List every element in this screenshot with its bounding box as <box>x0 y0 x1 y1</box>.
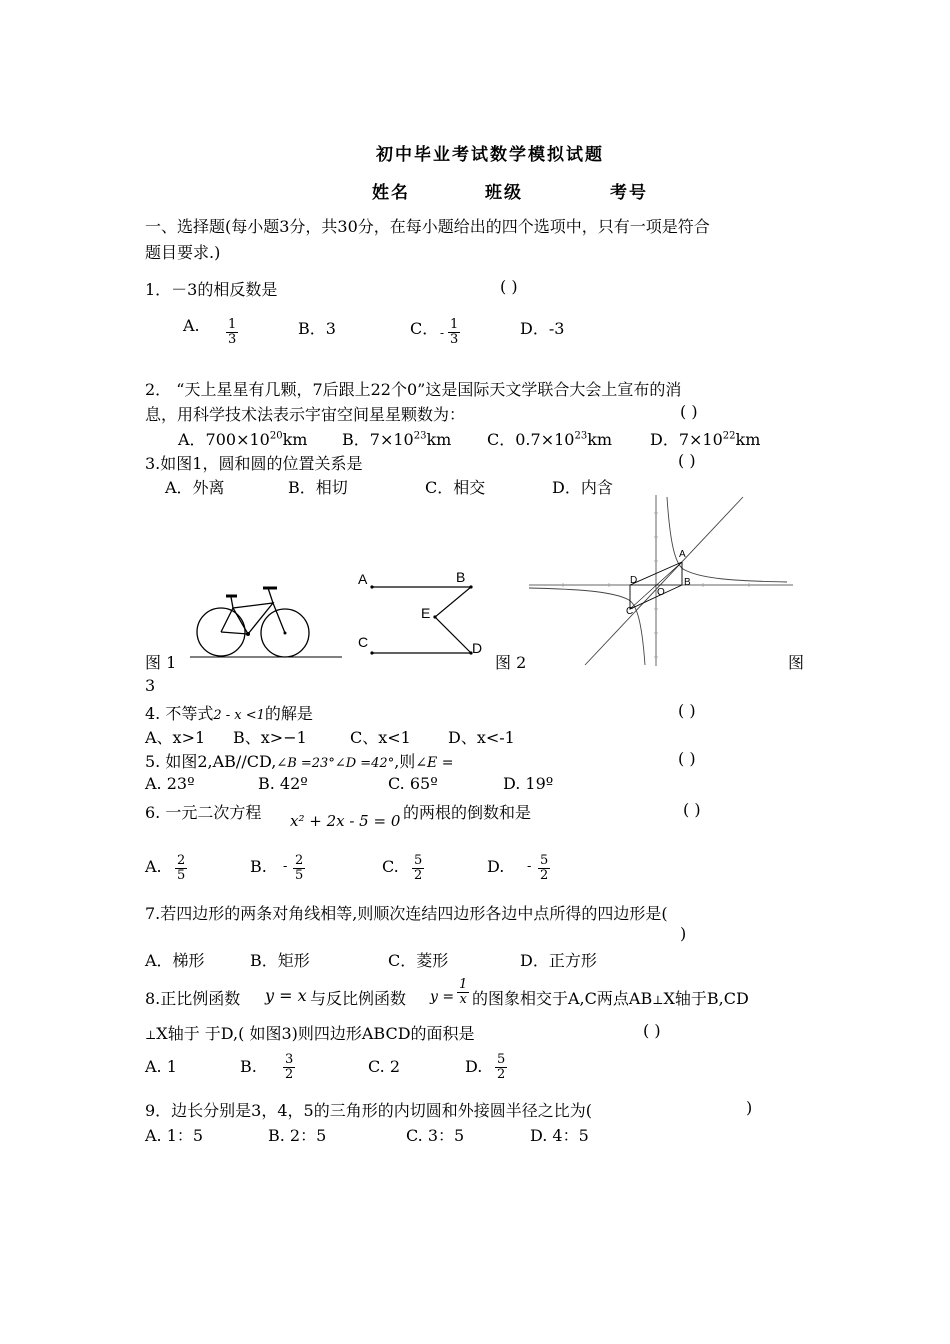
q7-option-d: D．正方形 <box>520 951 597 970</box>
numerator: 2 <box>177 853 186 868</box>
q9-option-d: D. 4：5 <box>530 1126 589 1145</box>
q7-answer-paren-close: ) <box>680 924 687 943</box>
numerator: 5 <box>497 1052 506 1067</box>
q4-answer-paren: ( ) <box>678 701 696 720</box>
q1-option-c-sign: - <box>440 326 445 340</box>
q3-option-c: C．相交 <box>425 478 486 497</box>
figure-2-point-b: B <box>456 569 466 585</box>
q9-answer-paren-close: ) <box>746 1098 753 1117</box>
numerator: 2 <box>295 853 304 868</box>
exponent: 22 <box>722 430 736 442</box>
figure-3-point-d: D <box>630 575 638 586</box>
q5-answer-paren: ( ) <box>678 749 696 768</box>
q6-option-b-fraction <box>293 854 305 883</box>
exam-number-label: 考号 <box>610 183 648 203</box>
numerator: 5 <box>540 853 549 868</box>
q6-option-b-sign: - <box>283 859 288 874</box>
exponent: 20 <box>269 430 283 442</box>
q8-stem-line2-text: X轴于 于D,( 如图3)则四边形ABCD的面积是 <box>156 1024 475 1043</box>
q8-stem-line2 <box>145 1021 475 1044</box>
denominator: 2 <box>497 1067 506 1082</box>
numerator: 1 <box>450 317 459 332</box>
q9-option-b: B. 2：5 <box>268 1126 327 1145</box>
figure-2-point-c: C <box>358 634 369 650</box>
figure-3-point-b: B <box>684 577 691 588</box>
figure-3-label: 图 <box>788 653 805 672</box>
q2-stem-line2: 息，用科学技术法表示宇宙空间星星颗数为： <box>145 405 466 424</box>
q4-stem <box>145 701 313 724</box>
q8-stem-post <box>472 986 749 1009</box>
q5-option-d: D. 19º <box>503 774 554 793</box>
q3-stem: 3.如图1，圆和圆的位置关系是 <box>145 454 363 473</box>
q8-option-c: C. 2 <box>368 1057 401 1076</box>
q1-option-a-fraction <box>226 318 238 347</box>
q1-option-d: D．-3 <box>520 319 565 338</box>
q8-func1: y = x <box>265 986 307 1005</box>
denominator: 5 <box>295 868 304 883</box>
q3-option-a: A．外离 <box>165 478 225 497</box>
q9-stem: 9．边长分别是3，4，5的三角形的内切圆和外接圆半径之比为( <box>145 1101 592 1120</box>
q5-angles: ∠B =23°∠D =42° <box>276 756 395 771</box>
q5-option-b: B. 42º <box>258 774 308 793</box>
q8-stem-post-text: 的图象相交于A,C两点AB <box>472 989 653 1008</box>
q8-answer-paren: ( ) <box>643 1021 661 1040</box>
numerator: 1 <box>459 977 468 992</box>
section-heading: 一、选择题(每小题3分，共30分，在每小题给出的四个选项中，只有一项是符合 <box>145 217 710 236</box>
q5-option-c: C. 65º <box>388 774 438 793</box>
numerator: 5 <box>414 853 423 868</box>
figure-2-point-e: E <box>421 605 431 621</box>
q4-option-b: B、x>−1 <box>233 728 307 747</box>
unit: km <box>587 430 613 449</box>
denominator: 2 <box>540 868 549 883</box>
q6-option-d: D. <box>487 857 505 876</box>
q7-option-c: C．菱形 <box>388 951 449 970</box>
figure-2-point-d: D <box>472 640 483 656</box>
figure-2-label: 图 2 <box>495 653 527 672</box>
q8-option-b: B. <box>240 1057 257 1076</box>
figure-3-point-c: C <box>626 606 634 617</box>
denominator: 3 <box>228 332 237 347</box>
q9-option-a: A. 1：5 <box>145 1126 204 1145</box>
exponent: 23 <box>574 430 588 442</box>
section-heading-cont: 题目要求.) <box>145 243 221 262</box>
figure-3-point-o: O <box>657 587 665 598</box>
q8-stem-post2: X轴于B,CD <box>663 989 749 1008</box>
option-label: A. <box>183 316 200 335</box>
q4-stem-pre: 4. 不等式 <box>145 704 214 723</box>
numerator: 1 <box>228 317 237 332</box>
option-text: B．7×10 <box>342 430 414 449</box>
q6-option-c-fraction <box>412 854 424 883</box>
q8-stem-mid: 与反比例函数 <box>310 989 407 1008</box>
q5-option-a: A. 23º <box>145 774 195 793</box>
q1-option-c-fraction <box>448 318 460 347</box>
q3-answer-paren: ( ) <box>678 451 696 470</box>
name-label: 姓名 <box>372 183 410 203</box>
q2-stem-line1: 2． “天上星星有几颗，7后跟上22个0”这是国际天文学联合大会上宣布的消 <box>145 380 682 399</box>
denominator: 3 <box>450 332 459 347</box>
q1-option-c: C． <box>410 319 439 338</box>
q2-option-d <box>650 427 760 450</box>
denominator: 2 <box>285 1067 294 1082</box>
perpendicular-symbol: ⊥ <box>652 993 664 1007</box>
unit: km <box>426 430 452 449</box>
exponent: 23 <box>413 430 427 442</box>
q4-option-d: D、x<-1 <box>448 728 515 747</box>
figure-1-label: 图 1 <box>145 653 177 672</box>
q9-option-c: C. 3：5 <box>406 1126 465 1145</box>
q7-option-a: A．梯形 <box>145 951 205 970</box>
numerator: 3 <box>285 1052 294 1067</box>
option-text: D．7×10 <box>650 430 723 449</box>
q6-option-d-sign: - <box>527 859 532 874</box>
q1-option-b: B．3 <box>298 319 336 338</box>
figure-3-graph <box>525 493 795 668</box>
q5-angle-e: ∠E = <box>415 755 454 771</box>
q4-option-c: C、x<1 <box>350 728 411 747</box>
q6-option-c: C. <box>382 857 399 876</box>
figure-3-label-num: 3 <box>145 676 156 695</box>
figure-1-bicycle <box>185 575 345 665</box>
q2-option-c <box>487 427 612 450</box>
q3-option-d: D．内含 <box>552 478 613 497</box>
q8-option-a: A. 1 <box>145 1057 177 1076</box>
q6-option-a-fraction <box>175 854 187 883</box>
page-title: 初中毕业考试数学模拟试题 <box>376 145 604 165</box>
denominator: 2 <box>414 868 423 883</box>
unit: km <box>735 430 761 449</box>
q6-stem-post: 的两根的倒数和是 <box>403 803 532 822</box>
q5-stem-pre: 5. 如图2,AB//CD, <box>145 752 277 771</box>
q1-answer-paren: ( ) <box>500 277 518 296</box>
q6-answer-paren: ( ) <box>683 800 701 819</box>
figure-2-point-a: A <box>358 571 368 587</box>
q1-option-a <box>183 316 200 335</box>
perpendicular-symbol: ⊥ <box>145 1028 157 1042</box>
q6-option-d-fraction <box>538 854 550 883</box>
q4-inequality: 2 - x <1 <box>213 708 265 723</box>
q8-option-d-fraction <box>495 1053 507 1082</box>
q8-func2-lhs: y = <box>430 989 455 1005</box>
q8-func2-fraction <box>457 978 469 1007</box>
denominator: 5 <box>177 868 186 883</box>
q3-option-b: B．相切 <box>288 478 348 497</box>
q8-option-d: D. <box>465 1057 483 1076</box>
option-text: C．0.7×10 <box>487 430 575 449</box>
q2-option-a <box>178 427 307 450</box>
q8-option-b-fraction <box>283 1053 295 1082</box>
option-text: A．700×10 <box>178 430 270 449</box>
q5-stem-post: ,则 <box>394 752 416 771</box>
q4-option-a: A、x>1 <box>145 728 206 747</box>
class-label: 班级 <box>485 183 523 203</box>
figure-3-point-a: A <box>679 549 686 560</box>
q8-stem-pre: 8.正比例函数 <box>145 989 241 1008</box>
q6-stem-pre: 6. 一元二次方程 <box>145 803 262 822</box>
q6-equation: x² + 2x - 5 = 0 <box>290 812 401 830</box>
q4-stem-post: 的解是 <box>264 704 313 723</box>
q5-stem <box>145 749 453 772</box>
q7-option-b: B．矩形 <box>250 951 310 970</box>
q2-answer-paren: ( ) <box>680 402 698 421</box>
q6-option-a: A. <box>145 857 162 876</box>
q1-stem: 1．－3的相反数是 <box>145 280 278 299</box>
denominator: x <box>459 992 467 1007</box>
q6-option-b: B. <box>250 857 267 876</box>
q2-option-b <box>342 427 451 450</box>
unit: km <box>282 430 308 449</box>
q7-stem: 7.若四边形的两条对角线相等,则顺次连结四边形各边中点所得的四边形是( <box>145 904 668 923</box>
